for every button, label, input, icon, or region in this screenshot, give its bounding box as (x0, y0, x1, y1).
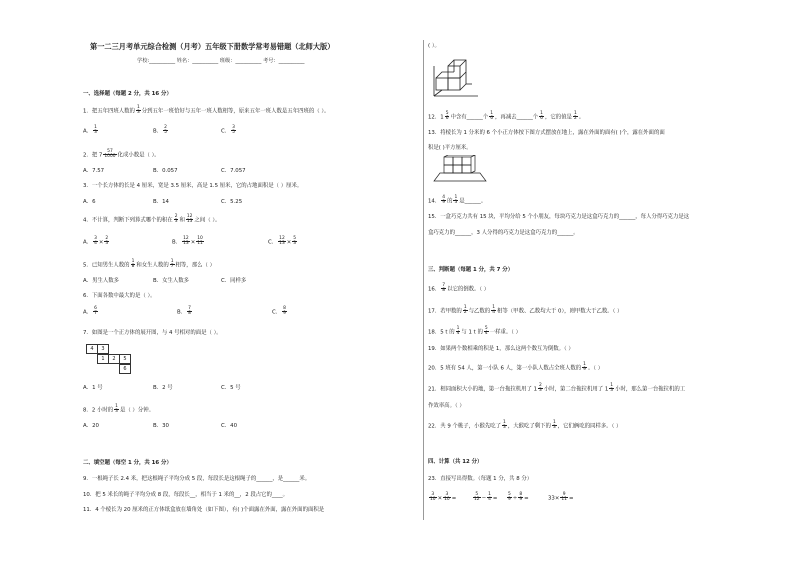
section-heading-judge: 三、判断题（每题 1 分，共 7 分） (428, 267, 514, 273)
fraction: $\frac{1}{3}$ (136, 105, 140, 116)
q3-option-c[interactable]: C．5.25 (221, 199, 243, 205)
calc-item: $\frac{3}{10}$ × $\frac{3}{10}$ = (430, 492, 457, 503)
question-16: 16． $\frac{7}{8}$ 以它的倒数。（ ） (428, 283, 490, 294)
question-4: 4．不计算，判断下列算式哪个的积在 $\frac{2}{3}$ 和 $\frac{12}{13}$ 之间（ ）。 (83, 214, 221, 225)
section-heading-fill: 二、填空题（每空 1 分，共 16 分） (83, 460, 172, 466)
question-13-continued: 积是( )平方厘米。 (428, 145, 472, 151)
question-20: 20．5 班有 54 人，第一小队 6 人，第一小队人数占全班人数的 $\frac{1}{9}$ 。（ ） (428, 362, 604, 373)
question-21: 21．相同面积大小的地，第一台拖拉机用了 1 $\frac{2}{3}$ 小时，第二台拖拉机用了 1 $\frac{1}{3}$ 小时，那么第一台拖拉机的工 (428, 383, 686, 394)
net-cell: 3 (97, 344, 109, 354)
net-cell: 5 (119, 354, 131, 364)
question-10: 10．把 5 米长的绳子平均分成 8 段，每段长__，相当于 1 米的__，2 段占它的____。 (83, 492, 289, 498)
section-heading-choice: 一、选择题（每题 2 分，共 16 分） (83, 91, 172, 97)
question-7: 7．如图是一个正方体的展开图，与 4 号相对的面是（ ）。 (83, 330, 222, 336)
q7-option-b[interactable]: B．2 号 (153, 385, 173, 391)
q1-option-a[interactable]: A． $\frac{1}{3}$ (83, 125, 97, 136)
question-11: 11．4 个棱长为 20 厘米的正方体纸盒放在墙角处（如下图），有( )个面露在外面，露在外面的面积是 (83, 507, 325, 513)
net-cell: 1 (97, 354, 109, 364)
q8-option-c[interactable]: C．40 (221, 423, 238, 429)
question-2: 2．把 7 $\frac{57}{1000}$ 化成小数是（ ）。 (83, 149, 160, 160)
q6-option-a[interactable]: A． $\frac{6}{7}$ (83, 306, 97, 317)
q1-option-c[interactable]: C． $\frac{3}{5}$ (221, 125, 235, 136)
question-11-continued: ( ）。 (428, 43, 440, 49)
question-22: 22．共 9 个桃子，小猴先吃了 $\frac{1}{3}$ ，大猴吃了剩下的 $\frac{1}{3}$ ，它们俩吃的同样多。（ ） (428, 420, 622, 431)
cube-stack-figure (432, 56, 482, 98)
question-13: 13．将棱长为 1 分米的 6 个小正方体按下图方式摆放在地上，露在外面的面有( )个，露在外面的面 (428, 130, 665, 136)
question-5: 5．已知男生人数的 $\frac{1}{8}$ 和女生人数的 $\frac{1}{7}$ 相等，那么（ ） (83, 259, 215, 270)
net-cell: 2 (108, 354, 120, 364)
blocks-on-floor-figure (430, 155, 490, 185)
q3-option-b[interactable]: B．14 (153, 199, 169, 205)
q1-option-b[interactable]: B． $\frac{2}{5}$ (153, 125, 167, 136)
net-cell: 4 (86, 344, 98, 354)
q4-option-c[interactable]: C． $\frac{12}{13}$ × $\frac{5}{3}$ (268, 236, 297, 247)
q2-option-a[interactable]: A．7.57 (83, 168, 105, 174)
section-heading-calc: 四、计算（共 12 分） (428, 459, 483, 465)
calc-item: $\frac{5}{12}$ − $\frac{1}{4}$ = (474, 492, 498, 503)
q4-option-b[interactable]: B． $\frac{12}{13}$ × $\frac{10}{11}$ (172, 236, 203, 247)
question-3: 3．一个长方体的长是 4 厘米，宽是 3.5 厘米，高是 1.5 厘米，它的占地面积是（ ）厘米。 (83, 183, 303, 189)
question-8: 8．2 小时的 $\frac{1}{3}$ 是（ ）分钟。 (83, 404, 154, 415)
q6-option-c[interactable]: C． $\frac{8}{9}$ (272, 306, 286, 317)
q4-option-a[interactable]: A． $\frac{3}{4}$ × $\frac{2}{3}$ (83, 236, 109, 247)
q7-option-a[interactable]: A．1 号 (83, 385, 103, 391)
question-15: 15．一盒巧克力共有 15 块，平均分给 5 个小朋友，每块巧克力是这盒巧克力的______，每人分得巧克力是这 (428, 214, 690, 220)
q8-option-a[interactable]: A．20 (83, 423, 99, 429)
q5-option-c[interactable]: C．同样多 (221, 278, 247, 284)
calc-item: 33× $\frac{9}{11}$ = (548, 492, 574, 503)
q6-option-b[interactable]: B． $\frac{7}{8}$ (177, 306, 191, 317)
net-cell: 6 (119, 364, 131, 374)
student-info-line: 学校:__________ 姓名：__________ 班级：__________ 考号：__________ (137, 58, 305, 64)
question-23: 23．直接写出得数。（每题 1 分，共 8 分） (428, 476, 533, 482)
question-1: 1．把五年四班人数的 $\frac{1}{3}$ 分到五年一班恰好与五年一班人数相等，原来五年一班人数是五年四班的（ ）。 (83, 105, 330, 116)
question-14: 14． $\frac{4}{9}$ 的 $\frac{1}{3}$ 是______。 (428, 195, 487, 206)
q2-option-c[interactable]: C．7.057 (221, 168, 246, 174)
q5-option-b[interactable]: B．女生人数多 (153, 278, 190, 284)
page-title: 第一二三月考单元综合检测（月考）五年级下册数学常考易错题（北师大版） (90, 42, 335, 51)
q5-option-a[interactable]: A．男生人数多 (83, 278, 120, 284)
calc-item: $\frac{5}{9}$ ÷ $\frac{8}{9}$ = (508, 492, 529, 503)
question-12: 12．1 $\frac{5}{6}$ 中含有______个 $\frac{1}{6}$ ，再减去______个 $\frac{1}{6}$ ，它的值是 $\frac{1}{2}$ 。 (428, 111, 585, 122)
column-divider (423, 40, 424, 520)
q3-option-a[interactable]: A．6 (83, 199, 96, 205)
question-21-continued: 作效率高。（ ） (428, 403, 465, 409)
question-9: 9．一根绳子长 2.4 米，把这根绳子平均分成 5 段，每段长是这根绳子的______，是______米。 (83, 476, 311, 482)
question-19: 19．如果两个数相乘的积是 1，那么这两个数互为倒数。（ ） (428, 346, 574, 352)
q2-option-b[interactable]: B．0.057 (153, 168, 178, 174)
question-15-continued: 盒巧克力的______，3 人分得的巧克力是这盒巧克力的______。 (428, 230, 579, 236)
question-18: 18．5 t 的 $\frac{1}{4}$ 与 1 t 的 $\frac{5}{4}$ 一样重。（ ） (428, 326, 522, 337)
question-6: 6．下面各数中最大的是（ ）。 (83, 293, 156, 299)
q8-option-b[interactable]: B．30 (153, 423, 169, 429)
q7-option-c[interactable]: C．5 号 (221, 385, 241, 391)
question-17: 17．若甲数的 $\frac{1}{2}$ 与乙数的 $\frac{1}{4}$ 相等（甲数、乙数均大于 0），则甲数大于乙数。（ ） (428, 305, 623, 316)
